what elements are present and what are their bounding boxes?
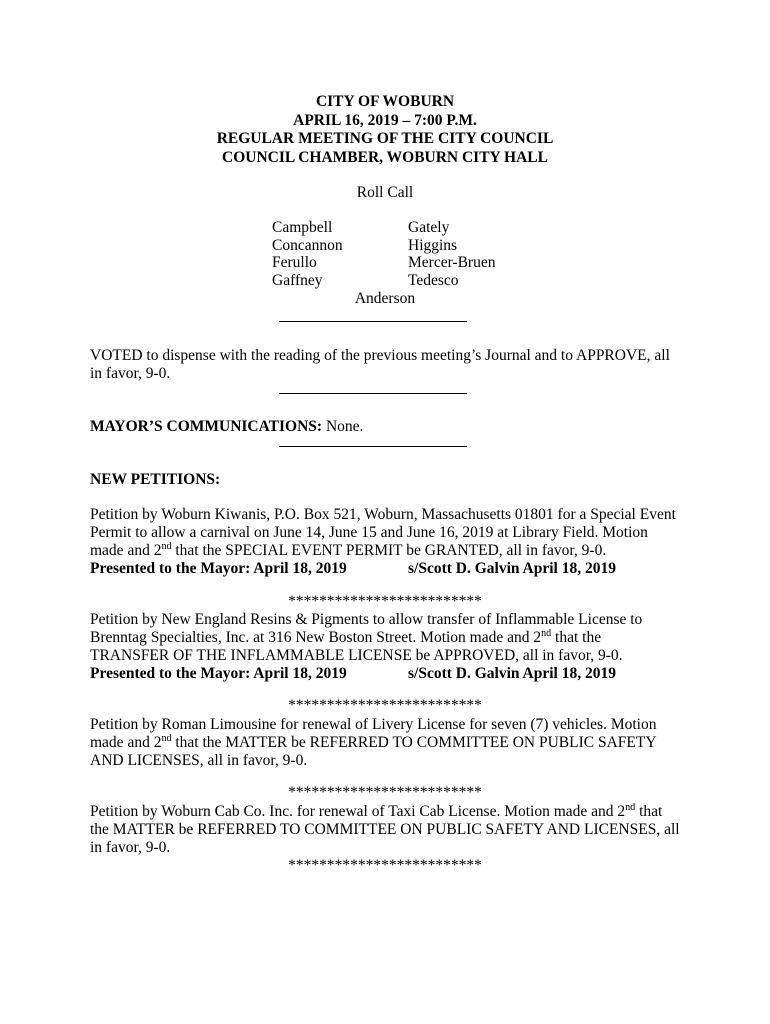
petition-text: Petition by Woburn Kiwanis, P.O. Box 521, Woburn, Massachusetts 01801 for a Special Event Permit to allow a carnival on June 14, June 15 and June 16, 2019 at Library Field. Motion made and 2 bbox=[90, 506, 676, 559]
mayor-signature: s/Scott D. Galvin April 18, 2019 bbox=[408, 665, 616, 682]
petition-text-cont: that the MATTER be REFERRED TO COMMITTEE ON PUBLIC SAFETY AND LICENSES, all in favor, 9-0. bbox=[90, 803, 680, 856]
ordinal-suffix: nd bbox=[161, 732, 172, 744]
divider bbox=[279, 446, 467, 447]
mayor-signature: s/Scott D. Galvin April 18, 2019 bbox=[408, 560, 616, 577]
separator-stars: ************************* bbox=[288, 697, 482, 714]
council-member: Mercer-Bruen bbox=[408, 254, 496, 272]
roll-call-row bbox=[272, 237, 532, 255]
petition-text-cont: that the SPECIAL EVENT PERMIT be GRANTED, all in favor, 9-0. bbox=[171, 542, 607, 559]
presented-to-mayor: Presented to the Mayor: April 18, 2019 bbox=[90, 560, 347, 577]
petition-text-cont: that the TRANSFER OF THE INFLAMMABLE LICENSE be APPROVED, all in favor, 9-0. bbox=[90, 629, 623, 664]
mayors-communications bbox=[90, 418, 680, 436]
petition-item bbox=[90, 803, 680, 857]
ordinal-suffix: nd bbox=[625, 801, 636, 813]
divider bbox=[279, 321, 467, 322]
roll-call-list bbox=[272, 219, 532, 289]
council-member: Tedesco bbox=[408, 271, 459, 289]
presented-line bbox=[90, 665, 680, 683]
council-member: Ferullo bbox=[272, 254, 317, 272]
meeting-header bbox=[0, 93, 770, 167]
roll-call-row bbox=[272, 272, 532, 290]
petition-text: Petition by Roman Limousine for renewal of Livery License for seven (7) vehicles. Motion made and 2 bbox=[90, 716, 657, 751]
new-petitions-heading: NEW PETITIONS: bbox=[90, 471, 221, 488]
petition-item bbox=[90, 716, 680, 770]
separator-stars: ************************* bbox=[288, 593, 482, 610]
mayors-communications-label: MAYOR’S COMMUNICATIONS: bbox=[90, 418, 323, 435]
council-member: Campbell bbox=[272, 219, 333, 236]
roll-call-title: Roll Call bbox=[356, 184, 414, 201]
council-member: Gaffney bbox=[272, 271, 323, 289]
header-date: APRIL 16, 2019 – 7:00 P.M. bbox=[293, 111, 477, 129]
header-city: CITY OF WOBURN bbox=[315, 93, 455, 110]
petition-item bbox=[90, 611, 680, 683]
ordinal-suffix: nd bbox=[541, 627, 552, 639]
presented-line bbox=[90, 560, 680, 578]
council-member: Concannon bbox=[272, 236, 343, 254]
roll-call-row bbox=[272, 254, 532, 272]
petition-text: Petition by Woburn Cab Co. Inc. for renewal of Taxi Cab License. Motion made and 2 bbox=[90, 803, 626, 820]
ordinal-suffix: nd bbox=[161, 540, 172, 552]
petition-item bbox=[90, 506, 680, 578]
roll-call-row bbox=[272, 219, 532, 237]
divider bbox=[279, 393, 467, 394]
separator-stars: ************************* bbox=[288, 784, 482, 801]
council-member: Gately bbox=[408, 219, 450, 236]
presented-to-mayor: Presented to the Mayor: April 18, 2019 bbox=[90, 665, 347, 682]
header-meeting: REGULAR MEETING OF THE CITY COUNCIL bbox=[216, 130, 554, 147]
council-member: Higgins bbox=[408, 236, 458, 254]
petition-text-cont: that the MATTER be REFERRED TO COMMITTEE ON PUBLIC SAFETY AND LICENSES, all in favor, 9-0. bbox=[90, 734, 656, 769]
mayors-communications-value: None. bbox=[325, 418, 364, 435]
separator-stars: ************************* bbox=[288, 857, 482, 874]
petition-text: Petition by New England Resins & Pigments to allow transfer of Inflammable License to Brenntag Specialties, Inc. at 316 New Boston Street. Motion made and 2 bbox=[90, 611, 643, 646]
council-president: Anderson bbox=[354, 290, 416, 307]
journal-vote: VOTED to dispense with the reading of the previous meeting’s Journal and to APPROVE, all in favor, 9-0. bbox=[90, 347, 670, 382]
header-location: COUNCIL CHAMBER, WOBURN CITY HALL bbox=[222, 148, 548, 166]
